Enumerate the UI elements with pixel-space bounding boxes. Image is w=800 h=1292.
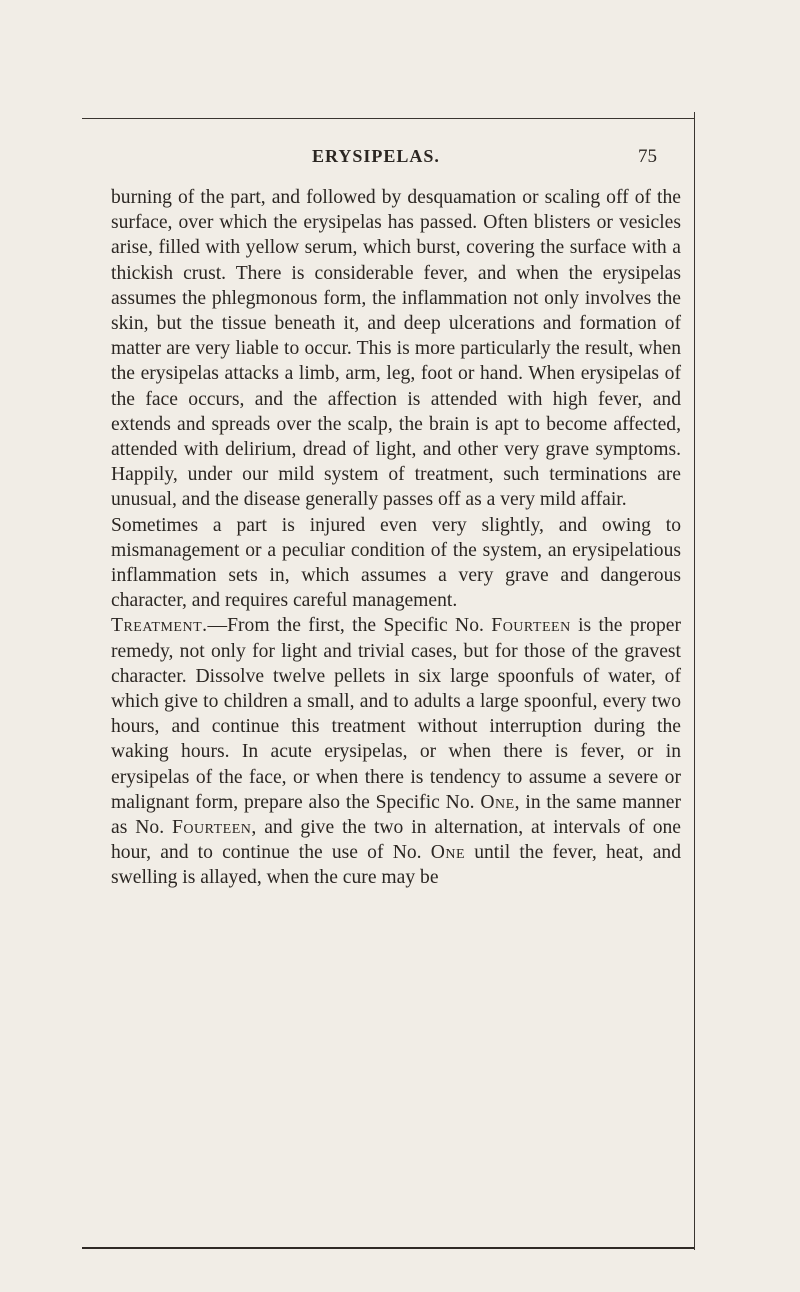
treatment-text-d: , and give the two in alternation, at intervals of one hour, and to continue the use of No. <box>111 817 681 864</box>
treatment-text-c: , in the same manner as No. <box>111 791 682 839</box>
remedy-fourteen-second: Fourteen <box>172 817 252 839</box>
treatment-text-a: —From the first, the Specific No. <box>207 615 492 637</box>
remedy-one: One <box>480 791 515 813</box>
treatment-text-e: until the fever, heat, and swelling is allayed, when the cure may be <box>111 842 681 889</box>
body-text <box>111 185 681 891</box>
page-border-right <box>694 112 695 1250</box>
treatment-heading: Treatment. <box>111 615 208 637</box>
paragraph-symptoms: burning of the part, and followed by desquamation or scaling off of the surface, over which the erysipelas has passed. Often blisters or vesicles arise, filled with yellow serum, which burst, covering the surface with a thickish crust. There is considerable fever, and when the erysipelas assumes the phlegmonous form, the inflammation not only involves the skin, but the tissue beneath it, and deep ulcerations and formation of matter are very liable to occur. This is more particularly the result, when the erysipelas attacks a limb, arm, leg, foot or hand. When erysipelas of the face occurs, and the affection is attended with high fever, and extends and spreads over the scalp, the brain is apt to become affected, attended with delirium, dread of light, and other very grave symptoms. Happily, under our mild system of treatment, such terminations are unusual, and the disease generally passes off as a very mild affair. <box>111 187 681 511</box>
remedy-one-second: One <box>430 842 466 864</box>
treatment-text-b: is the proper remedy, not only for light and trivial cases, but for those of the gravest character. Dissolve twelve pellets in six large spoonfuls of water, of which give to children a small, and to adults a large spoonful, every two hours, and continue this treatment without interruption during the waking hours. In acute erysipelas, or when there is fever, or in erysipelas of the face, or when there is tendency to assume a severe or malignant form, prepare also the Specific No. <box>111 615 681 813</box>
page-border-bottom <box>82 1247 694 1249</box>
page-number: 75 <box>638 146 657 167</box>
paragraph-injury: Sometimes a part is injured even very slightly, and owing to mismanagement or a peculiar condition of the system, an erysipelatious inflammation sets in, which assumes a very grave and dangerous character, and requires careful management. <box>111 514 681 612</box>
page-header <box>260 146 680 172</box>
running-head: ERYSIPELAS. <box>312 146 440 166</box>
remedy-fourteen: Fourteen <box>491 615 571 637</box>
page-border-top <box>82 118 694 119</box>
paragraph-treatment <box>111 613 681 890</box>
